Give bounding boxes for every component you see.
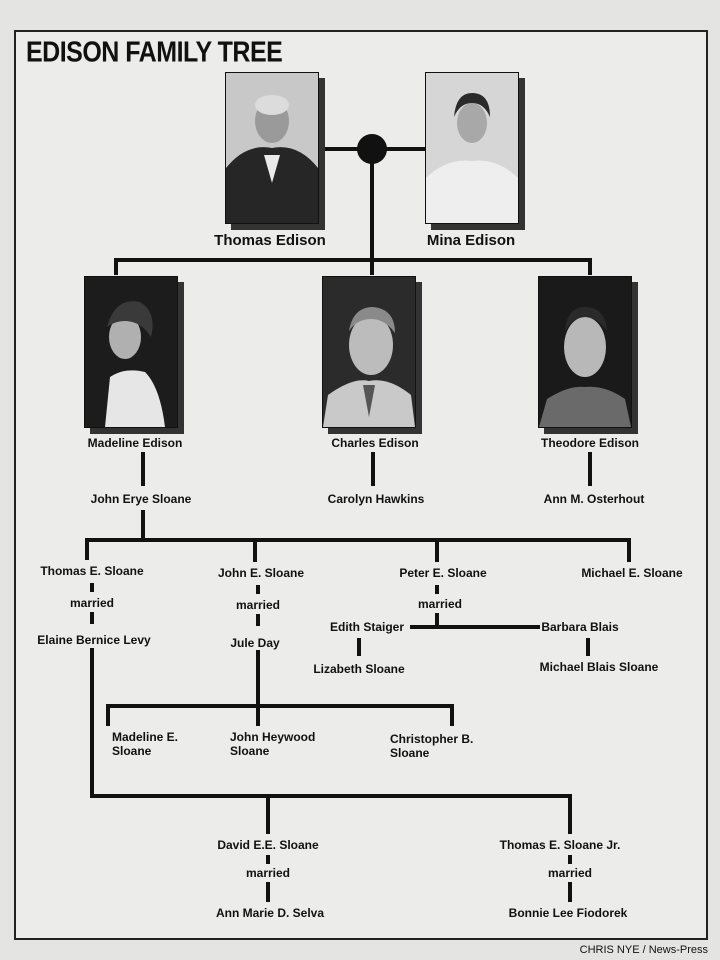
michael-blais-sloane-label: Michael Blais Sloane <box>539 660 659 674</box>
mina-edison-label: Mina Edison <box>426 232 516 249</box>
theodore-edison-label: Theodore Edison <box>540 436 640 450</box>
madeline-edison-photo <box>84 276 178 428</box>
lizabeth-sloane-label: Lizabeth Sloane <box>313 662 405 676</box>
married-label: married <box>547 866 593 880</box>
charles-edison-label: Charles Edison <box>331 436 419 450</box>
carolyn-hawkins-label: Carolyn Hawkins <box>327 492 425 506</box>
madeline-e-sloane-label: Madeline E. Sloane <box>112 730 179 758</box>
charles-edison-photo <box>322 276 416 428</box>
barbara-blais-label: Barbara Blais <box>541 620 619 634</box>
christopher-sloane-label: Christopher B. Sloane <box>390 732 474 760</box>
thomas-edison-photo <box>225 72 319 224</box>
john-heywood-sloane-label: John Heywood Sloane <box>230 730 316 758</box>
madeline-edison-label: Madeline Edison <box>87 436 183 450</box>
married-label: married <box>245 866 291 880</box>
elaine-levy-label: Elaine Bernice Levy <box>37 633 151 647</box>
edith-staiger-label: Edith Staiger <box>329 620 405 634</box>
john-erye-sloane-label: John Erye Sloane <box>90 492 192 506</box>
thomas-sloane-jr-label: Thomas E. Sloane Jr. <box>499 838 621 852</box>
bonnie-fiodorek-label: Bonnie Lee Fiodorek <box>508 906 628 920</box>
mina-edison-photo <box>425 72 519 224</box>
married-label: married <box>69 596 115 610</box>
thomas-edison-label: Thomas Edison <box>214 232 326 249</box>
jule-day-label: Jule Day <box>230 636 280 650</box>
thomas-e-sloane-label: Thomas E. Sloane <box>40 564 144 578</box>
ann-osterhout-label: Ann M. Osterhout <box>543 492 645 506</box>
married-label: married <box>235 598 281 612</box>
photo-credit: CHRIS NYE / News-Press <box>579 944 708 956</box>
john-e-sloane-label: John E. Sloane <box>217 566 305 580</box>
ann-selva-label: Ann Marie D. Selva <box>215 906 325 920</box>
david-sloane-label: David E.E. Sloane <box>217 838 319 852</box>
peter-e-sloane-label: Peter E. Sloane <box>399 566 487 580</box>
michael-e-sloane-label: Michael E. Sloane <box>581 566 683 580</box>
page-title: EDISON FAMILY TREE <box>26 36 283 69</box>
married-label: married <box>417 597 463 611</box>
theodore-edison-photo <box>538 276 632 428</box>
